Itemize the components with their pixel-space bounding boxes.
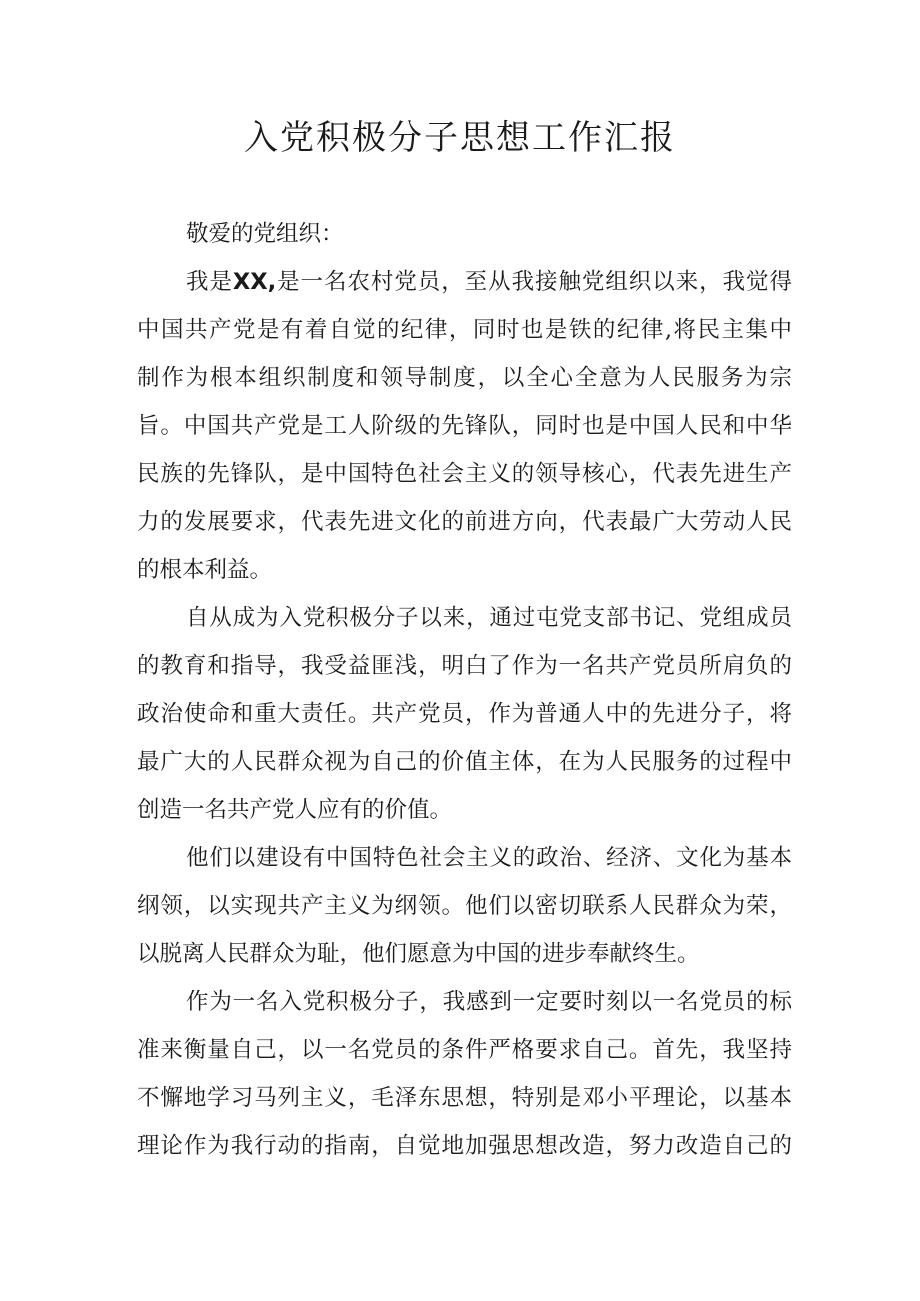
paragraph-3-line-1: 他们以建设有中国特色社会主义的政治、经济、文化为基本 [186,845,792,871]
paragraph-4-line-2: 准来衡量自己，以一名党员的条件严格要求自己。首先，我坚持 [137,1037,792,1063]
document-body [137,210,792,1170]
paragraph-3-line-2: 纲领，以实现共产主义为纲领。他们以密切联系人民群众为荣， [137,893,792,919]
paragraph-2-line-2: 的教育和指导，我受益匪浅，明白了作为一名共产党员所肩负的 [137,653,792,679]
paragraph-2-line-1: 自从成为入党积极分子以来，通过屯党支部书记、党组成员 [186,605,792,631]
paragraph-2-line-4: 最广大的人民群众视为自己的价值主体，在为人民服务的过程中 [137,749,792,775]
paragraph-1-line-5: 民族的先锋队，是中国特色社会主义的领导核心，代表先进生产 [137,461,792,487]
paragraph-1-line-1-pre: 我是 [186,269,233,295]
paragraph-2-line-5: 创造一名共产党人应有的价值。 [137,797,453,823]
salutation: 敬爱的党组织： [186,221,344,247]
paragraph-1-line-4: 旨。中国共产党是工人阶级的先锋队，同时也是中国人民和中华 [137,413,792,439]
paragraph-2-line-3: 政治使命和重大责任。共产党员，作为普通人中的先进分子，将 [137,701,792,727]
paragraph-3-line-3: 以脱离人民群众为耻，他们愿意为中国的进步奉献终生。 [137,941,700,967]
name-placeholder: XX, [232,269,277,295]
paragraph-1-line-1 [137,258,792,306]
paragraph-4-line-1: 作为一名入党积极分子，我感到一定要时刻以一名党员的标 [186,989,792,1015]
paragraph-1-line-2: 中国共产党是有着自觉的纪律，同时也是铁的纪律,将民主集中 [137,317,792,343]
paragraph-1-line-6: 力的发展要求，代表先进文化的前进方向，代表最广大劳动人民 [137,509,792,535]
document-title: 入党积极分子思想工作汇报 [244,118,676,158]
paragraph-1-line-3: 制作为根本组织制度和领导制度，以全心全意为人民服务为宗 [137,365,792,391]
paragraph-1-line-7: 的根本利益。 [137,557,273,583]
paragraph-1-line-1-post: 是一名农村党员，至从我接触党组织以来，我觉得 [276,269,792,295]
paragraph-4-line-3: 不懈地学习马列主义，毛泽东思想，特别是邓小平理论，以基本 [137,1085,792,1111]
paragraph-4-line-4: 理论作为我行动的指南，自觉地加强思想改造，努力改造自己的 [137,1133,792,1159]
